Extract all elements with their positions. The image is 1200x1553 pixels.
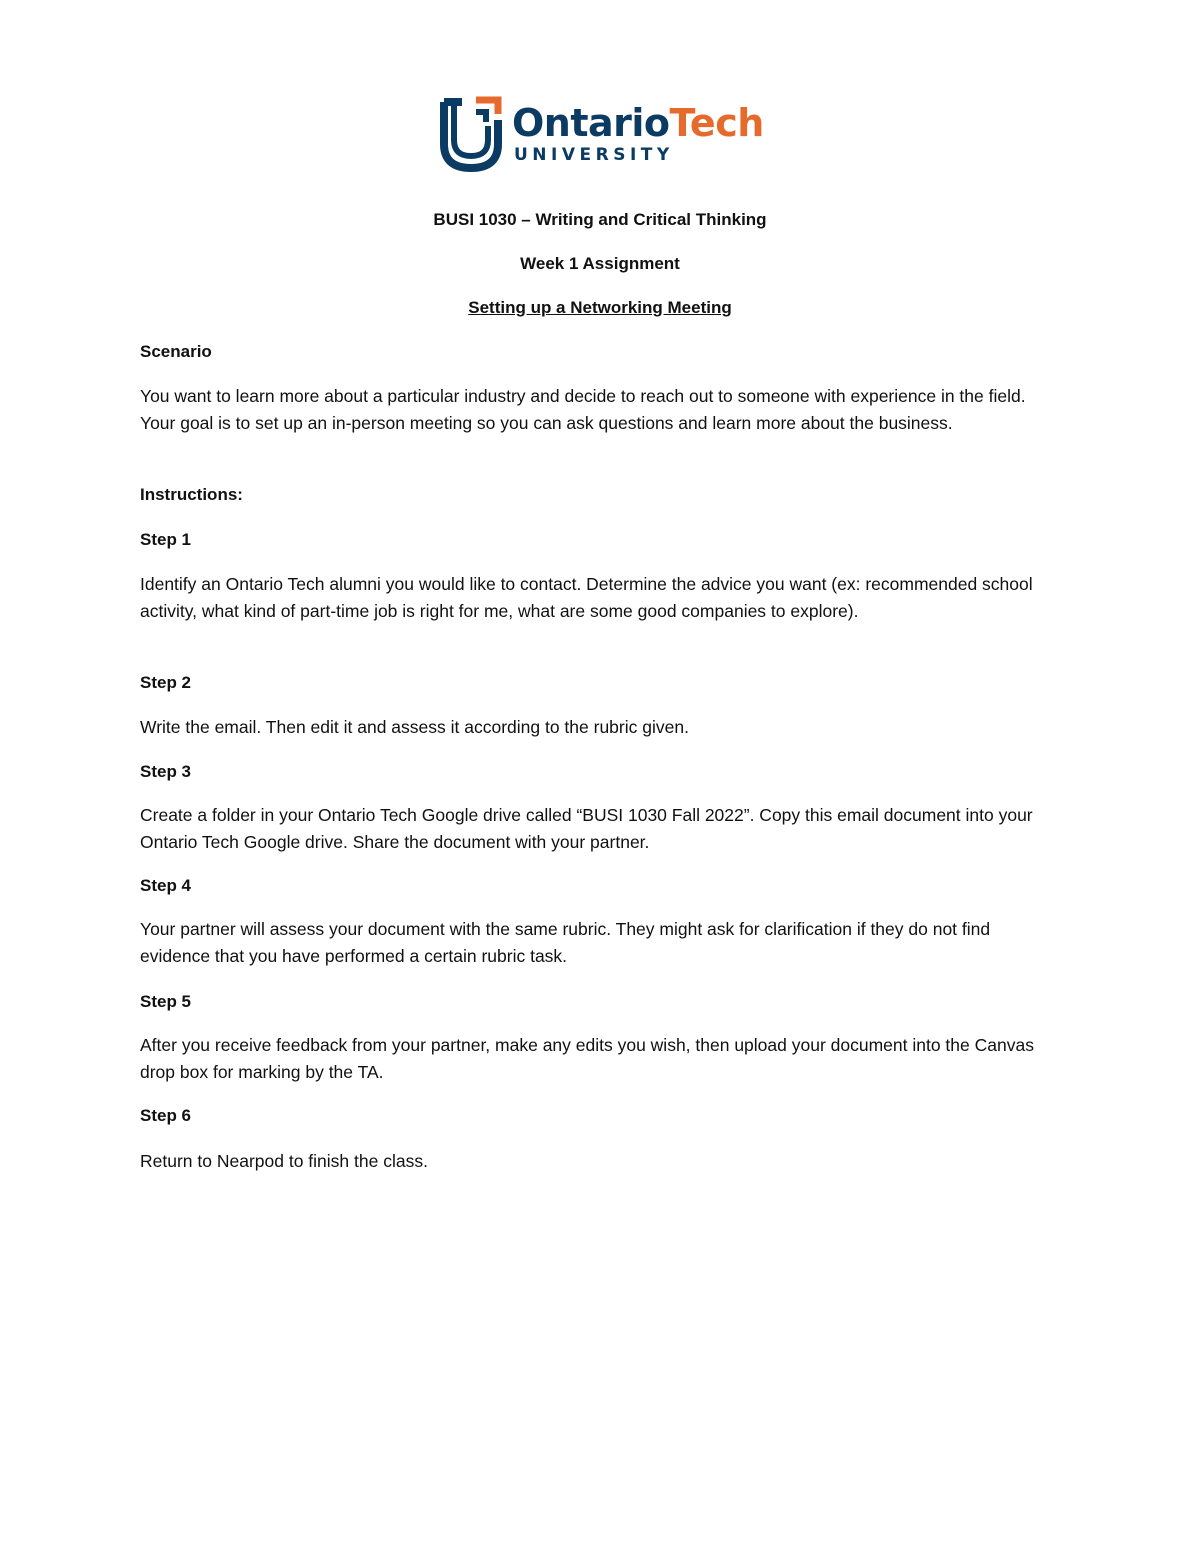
step-4-label: Step 4 — [140, 876, 192, 895]
logo-name-part2: Tech — [669, 101, 764, 145]
step-6-label: Step 6 — [140, 1106, 192, 1125]
step-3-text: Create a folder in your Ontario Tech Google drive called “BUSI 1030 Fall 2022”. Copy this email document into your Ontario Tech Google drive. Share the document with your partner. — [140, 805, 1033, 852]
step-2-label: Step 2 — [140, 673, 192, 692]
assignment-title: Setting up a Networking Meeting — [468, 298, 732, 317]
step-1-text: Identify an Ontario Tech alumni you would like to contact. Determine the advice you want (ex: recommended school activity, what kind of part-time job is right for me, what are some good companies to explore). — [140, 574, 1033, 621]
step-6-text: Return to Nearpod to finish the class. — [140, 1151, 428, 1171]
course-title: BUSI 1030 – Writing and Critical Thinking — [433, 210, 767, 229]
ontario-tech-shield-icon — [440, 96, 502, 172]
step-5-label: Step 5 — [140, 992, 192, 1011]
scenario-heading: Scenario — [140, 342, 212, 361]
step-1-label: Step 1 — [140, 530, 192, 549]
step-3-label: Step 3 — [140, 762, 192, 781]
step-5-text: After you receive feedback from your partner, make any edits you wish, then upload your document into the Canvas drop box for marking by the TA. — [140, 1035, 1034, 1082]
logo-name-part1: Ontario — [512, 101, 670, 145]
scenario-text: You want to learn more about a particular industry and decide to reach out to someone with experience in the field. Your goal is to set up an in-person meeting so you can ask questions and learn more about the business. — [140, 386, 1026, 433]
step-2-text: Write the email. Then edit it and assess it according to the rubric given. — [140, 717, 689, 737]
logo-subtitle: UNIVERSITY — [514, 145, 674, 165]
step-4-text: Your partner will assess your document with the same rubric. They might ask for clarification if they do not find evidence that you have performed a certain rubric task. — [140, 919, 991, 966]
week-label: Week 1 Assignment — [520, 254, 680, 273]
university-logo — [440, 96, 770, 172]
instructions-heading: Instructions: — [140, 485, 243, 504]
